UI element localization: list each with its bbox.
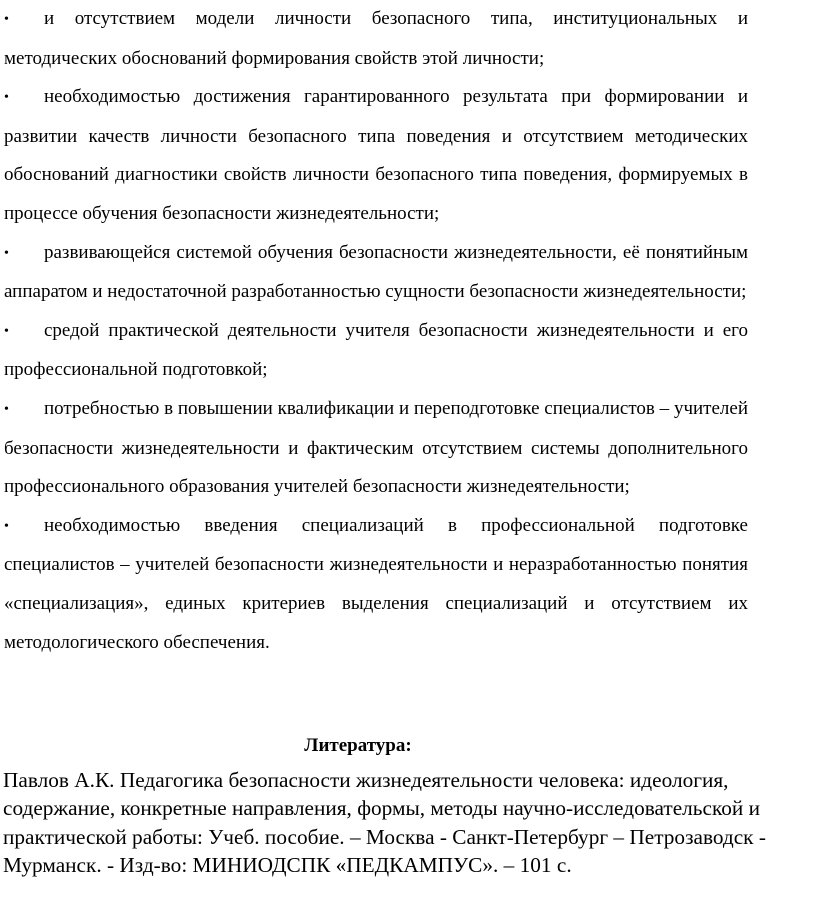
list-item-text: потребностью в повышении квалификации и переподготовке специалистов – учителей безопасности жизнедеятельности и фактическим отсутствием системы дополнительного профессионального образования учителей безопасности жизнедеятельности; [4,397,748,498]
bullet-marker: • [4,90,9,106]
list-item [4,312,748,390]
list-item [4,390,748,507]
list-item-text: необходимостью достижения гарантированного результата при формировании и развитии качеств личности безопасного типа поведения и отсутствием методических обоснований диагностики свойств личности безопасного типа поведения, формируемых в процессе обучения безопасности жизнедеятельности; [4,86,748,224]
list-item-text: средой практической деятельности учителя безопасности жизнедеятельности и его профессиональной подготовкой; [4,319,748,381]
list-item [4,0,748,78]
list-item-text: и отсутствием модели личности безопасного типа, институциональных и методических обоснований формирования свойств этой личности; [4,8,748,69]
list-item-text: необходимостью введения специализаций в профессиональной подготовке специалистов – учителей безопасности жизнедеятельности и неразработанностью понятия «специализация», единых критериев выделения специализаций и отсутствием их методологического обеспечения. [4,514,748,653]
list-item [4,507,748,662]
bullet-marker: • [4,323,9,339]
literature-reference: Павлов А.К. Педагогика безопасности жизнедеятельности человека: идеология, содержание, конкретные направления, формы, методы научно-исследовательской и практической работы: Учеб. пособие. – Москва - Санкт-Петербург – Петрозаводск - Мурманск. - Изд-во: МИНИОДСПК «ПЕДКАМПУС». – 101 с. [3,768,766,877]
list-item [4,78,748,233]
list-item [4,234,748,312]
bullet-marker: • [4,401,9,417]
bullet-marker: • [4,518,9,534]
bullet-marker: • [4,245,9,261]
bullet-list [4,0,748,662]
list-item-text: развивающейся системой обучения безопасности жизнедеятельности, её понятийным аппаратом и недостаточной разработанностью сущности безопасности жизнедеятельности; [4,241,748,303]
bullet-marker: • [4,12,9,27]
literature-heading: Литература: [304,735,412,756]
